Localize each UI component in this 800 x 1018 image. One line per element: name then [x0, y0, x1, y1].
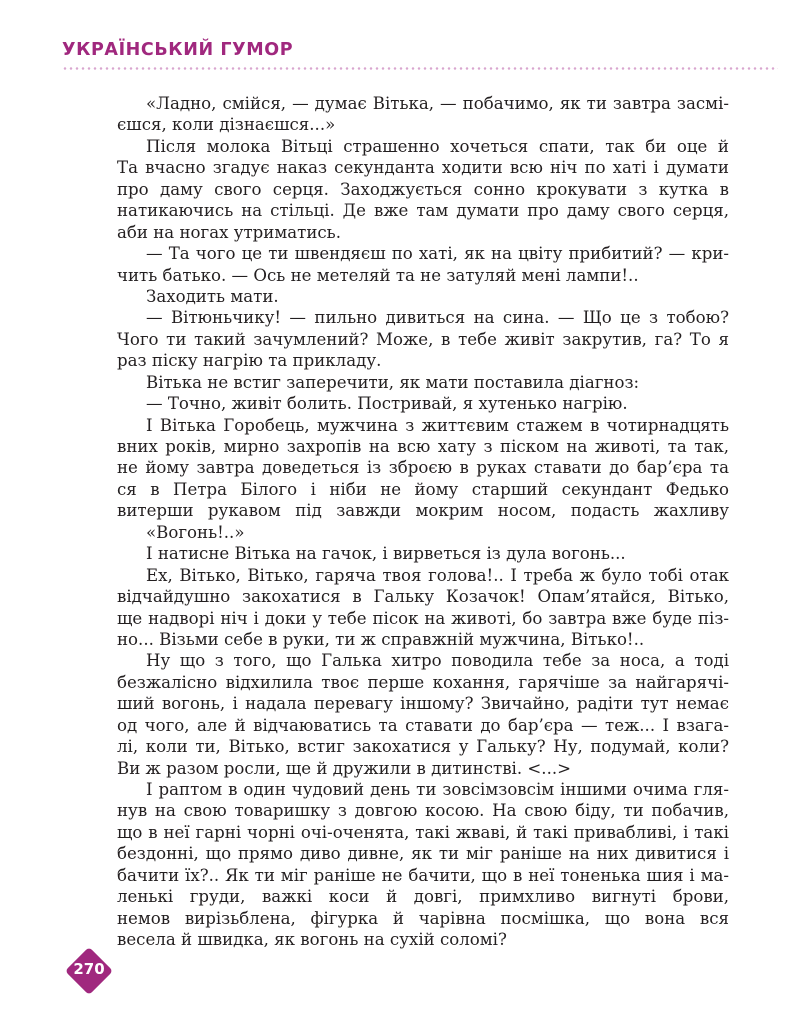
- text-line: бездонні, що прямо диво дивне, як ти міг раніше на них дивитися і: [117, 844, 729, 864]
- text-line: Після молока Вітьці страшенно хочеться спати, так би оце й: [146, 136, 729, 156]
- text-line: ленькі груди, важкі коси й довгі, примхливо вигнуті брови,: [117, 887, 729, 907]
- text-line: ся в Петра Білого і ніби не йому старший секундант Федько: [117, 479, 729, 499]
- section-title: УКРАЇНСЬКИЙ ГУМОР: [62, 40, 294, 60]
- text-line: Ну що з того, що Галька хитро поводила тебе за носа, а тоді: [146, 651, 729, 671]
- text-line: безжалісно відхилила твоє перше кохання, гарячіше за найгарячі-: [117, 672, 729, 692]
- text-line: ший вогонь, і надала перевагу іншому? Звичайно, радіти тут немає: [117, 694, 729, 714]
- text-line: ще надворі ніч і доки у тебе пісок на животі, бо завтра вже буде піз-: [117, 608, 729, 628]
- text-line: «Ладно, смійся, — думає Вітька, — побачимо, як ти завтра засмі-: [146, 94, 729, 113]
- text-line: Ви ж разом росли, ще й дружили в дитинстві. <...>: [117, 758, 572, 778]
- page-number-badge: [64, 946, 114, 996]
- text-line: аби на ногах утриматись.: [117, 222, 341, 242]
- text-line: — Вітюньчику! — пильно дивиться на сина. — Що це з тобою?: [146, 308, 729, 328]
- text-line: од чого, але й відчаюватись та ставати до бар’єра — теж... І взага-: [117, 715, 729, 735]
- text-line: не йому завтра доведеться із зброєю в руках ставати до бар’єра та: [117, 458, 729, 478]
- text-line: лі, коли ти, Вітько, встиг закохатися у Гальку? Ну, подумай, коли?: [117, 737, 729, 757]
- text-line: нув на свою товаришку з довгою косою. На свою біду, ти побачив,: [117, 801, 729, 821]
- text-line: Ех, Вітько, Вітько, гаряча твоя голова!.. І треба ж було тобі отак: [146, 565, 729, 585]
- text-line: єшся, коли дізнаєшся...»: [117, 115, 336, 135]
- text-line: І раптом в один чудовий день ти зовсімзовсім іншими очима гля-: [146, 780, 729, 799]
- text-line: І Вітька Горобець, мужчина з життєвим стажем в чотирнадцять: [146, 415, 729, 435]
- text-line: відчайдушно закохатися в Гальку Козачок! Опам’ятайся, Вітько,: [117, 587, 729, 607]
- text-line: чить батько. — Ось не метеляй та не затуляй мені лампи!..: [117, 265, 639, 285]
- text-line: витерши рукавом під завжди мокрим носом, подасть жахливу: [117, 501, 729, 521]
- text-line: вних років, мирно захропів на всю хату з піском на животі, та так,: [117, 437, 729, 456]
- text-line: но... Візьми себе в руки, ти ж справжній мужчина, Вітько!..: [117, 629, 645, 649]
- text-line: Чого ти такий зачумлений? Може, в тебе живіт закрутив, га? То я: [117, 329, 729, 349]
- text-line: натикаючись на стільці. Де вже там думати про даму свого серця,: [117, 201, 729, 221]
- dotted-divider: [62, 67, 778, 70]
- text-line: Заходить мати.: [146, 286, 279, 306]
- text-line: немов вирізьблена, фігурка й чарівна посмішка, що вона вся: [117, 908, 729, 928]
- text-line: Та вчасно згадує наказ секунданта ходити всю ніч по хаті і думати: [117, 158, 729, 178]
- text-line: — Точно, живіт болить. Постривай, я хутенько нагрію.: [146, 394, 628, 414]
- text-line: про даму свого серця. Заходжується сонно крокувати з кутка в: [117, 179, 729, 199]
- text-line: бачити їх?.. Як ти міг раніше не бачити, що в неї тоненька шия і ма-: [117, 865, 729, 885]
- text-line: раз піску нагрію та прикладу.: [117, 351, 382, 371]
- page-number: 270: [73, 960, 105, 978]
- text-line: І натисне Вітька на гачок, і вирветься із дула вогонь...: [146, 544, 626, 564]
- text-line: весела й швидка, як вогонь на сухій соломі?: [117, 930, 507, 950]
- body-text: [117, 93, 729, 951]
- text-line: «Вогонь!..»: [146, 522, 245, 542]
- text-line: — Та чого це ти швендяєш по хаті, як на цвіту прибитий? — кри-: [146, 244, 729, 264]
- text-line: Вітька не встиг заперечити, як мати поставила діагноз:: [146, 372, 640, 392]
- text-line: що в неї гарні чорні очі-оченята, такі жваві, й такі привабливі, і такі: [117, 822, 729, 842]
